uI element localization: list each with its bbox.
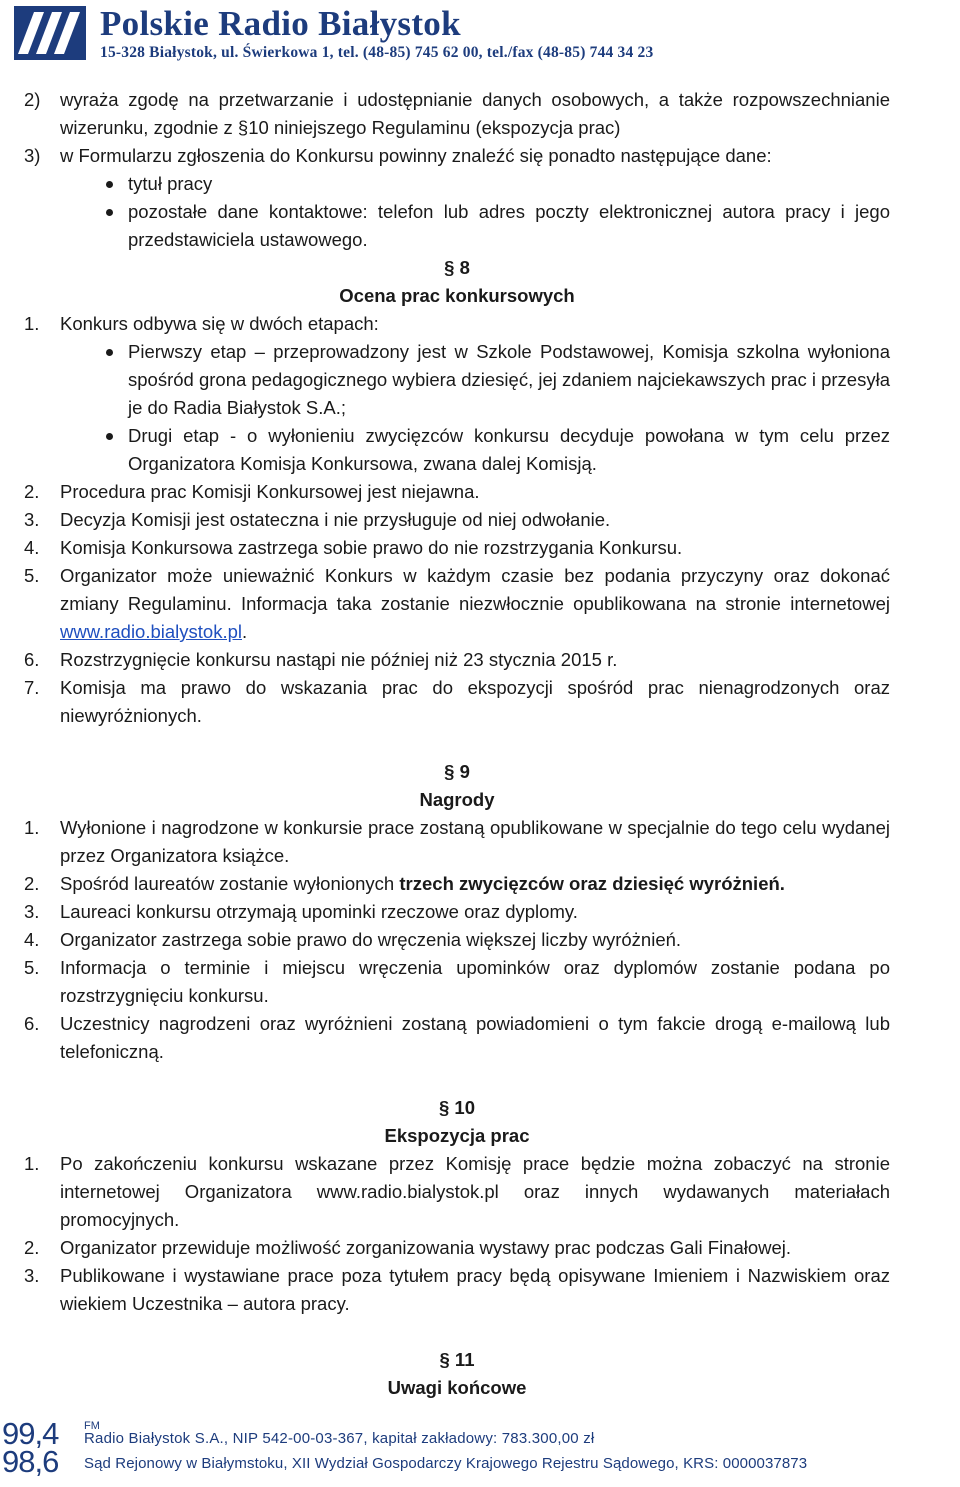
section-title: Uwagi końcowe bbox=[387, 1377, 527, 1398]
footer-company-line: Radio Białystok S.A., NIP 542-00-03-367, kapitał zakładowy: 783.300,00 zł bbox=[84, 1430, 595, 1447]
list-item bbox=[24, 534, 890, 562]
item-text: Konkurs odbywa się w dwóch etapach: bbox=[60, 313, 379, 334]
item-number: 3. bbox=[24, 901, 40, 922]
list-item bbox=[24, 478, 890, 506]
bullet-icon bbox=[106, 433, 113, 440]
item-text: wyraża zgodę na przetwarzanie i udostępnianie danych osobowych, a także rozpowszechnianie wizerunku, zgodnie z §10 niniejszego Regulaminu (ekspozycja prac) bbox=[60, 89, 890, 138]
bullet-text: tytuł pracy bbox=[128, 173, 213, 194]
list-item bbox=[24, 506, 890, 534]
item-text: Publikowane i wystawiane prace poza tytułem pracy będą opisywane Imieniem i Nazwiskiem oraz wiekiem Uczestnika – autora pracy. bbox=[60, 1265, 890, 1314]
item-text: Procedura prac Komisji Konkursowej jest niejawna. bbox=[60, 481, 480, 502]
frequency-primary: 99,4 bbox=[2, 1416, 59, 1451]
list-item bbox=[24, 1150, 890, 1234]
item-number: 5. bbox=[24, 565, 40, 586]
list-item bbox=[24, 926, 890, 954]
website-link[interactable]: www.radio.bialystok.pl bbox=[60, 621, 242, 642]
fm-label: FM bbox=[84, 1420, 100, 1432]
list-item bbox=[24, 814, 890, 870]
item-number: 3) bbox=[24, 145, 41, 166]
item-number: 1. bbox=[24, 313, 40, 334]
radio-logo-icon bbox=[14, 6, 86, 60]
item-number: 6. bbox=[24, 1013, 40, 1034]
section-title: Ekspozycja prac bbox=[384, 1125, 530, 1146]
bullet-item bbox=[24, 170, 890, 198]
item-text: Wyłonione i nagrodzone w konkursie prace zostaną opublikowane w specjalnie do tego celu wydanej przez Organizatora książce. bbox=[60, 817, 890, 866]
item-text: w Formularzu zgłoszenia do Konkursu powinny znaleźć się ponadto następujące dane: bbox=[60, 145, 772, 166]
item-text: Organizator może unieważnić Konkurs w każdym czasie bez podania przyczyny oraz dokonać zmiany Regulaminu. Informacja taka zostanie niezwłocznie opublikowana na stronie internetowej bbox=[60, 565, 890, 614]
list-item bbox=[24, 870, 890, 898]
section-number: § 8 bbox=[444, 257, 470, 278]
document-body bbox=[24, 86, 890, 1402]
list-item bbox=[24, 898, 890, 926]
item-text: Informacja o terminie i miejscu wręczenia upominków oraz dyplomów zostanie podana po rozstrzygnięciu konkursu. bbox=[60, 957, 890, 1006]
item-text: Komisja ma prawo do wskazania prac do ekspozycji spośród prac nienagrodzonych oraz niewyróżnionych. bbox=[60, 677, 890, 726]
item-end: . bbox=[242, 621, 248, 642]
item-text: Decyzja Komisji jest ostateczna i nie przysługuje od niej odwołanie. bbox=[60, 509, 611, 530]
item-text: Uczestnicy nagrodzeni oraz wyróżnieni zostaną powiadomieni o tym fakcie drogą e-mailową lub telefoniczną. bbox=[60, 1013, 890, 1062]
item-number: 2. bbox=[24, 873, 40, 894]
bullet-item bbox=[24, 338, 890, 422]
brand-name: Polskie Radio Białystok bbox=[100, 4, 461, 43]
item-number: 3. bbox=[24, 1265, 40, 1286]
list-item bbox=[24, 954, 890, 1010]
bullet-icon bbox=[106, 181, 113, 188]
list-item bbox=[24, 142, 890, 170]
list-item bbox=[24, 646, 890, 674]
bullet-icon bbox=[106, 349, 113, 356]
bullet-item bbox=[24, 422, 890, 478]
item-number: 4. bbox=[24, 929, 40, 950]
item-text: Spośród laureatów zostanie wyłonionych bbox=[60, 873, 395, 894]
frequency-block bbox=[0, 1418, 84, 1480]
item-number: 3. bbox=[24, 509, 40, 530]
item-text: Komisja Konkursowa zastrzega sobie prawo do nie rozstrzygania Konkursu. bbox=[60, 537, 683, 558]
item-bold-text: trzech zwycięzców oraz dziesięć wyróżnień. bbox=[399, 873, 785, 894]
bullet-text: Pierwszy etap – przeprowadzony jest w Szkole Podstawowej, Komisja szkolna wyłoniona spośród grona pedagogicznego wybiera dziesięć, jej zdaniem najciekawszych prac i przesyła je do Radia Białystok S.A.; bbox=[128, 341, 890, 418]
section-number: § 10 bbox=[438, 1097, 475, 1118]
list-item bbox=[24, 310, 890, 338]
item-number: 4. bbox=[24, 537, 40, 558]
page-footer bbox=[0, 1418, 960, 1487]
item-number: 2) bbox=[24, 89, 41, 110]
item-number: 1. bbox=[24, 817, 40, 838]
item-number: 7. bbox=[24, 677, 40, 698]
list-item bbox=[24, 674, 890, 730]
brand-address: 15-328 Białystok, ul. Świerkowa 1, tel. (48-85) 745 62 00, tel./fax (48-85) 744 34 23 bbox=[100, 44, 654, 61]
item-text: Organizator zastrzega sobie prawo do wręczenia większej liczby wyróżnień. bbox=[60, 929, 682, 950]
bullet-icon bbox=[106, 209, 113, 216]
section-title: Nagrody bbox=[419, 789, 495, 810]
frequency-secondary: 98,6 bbox=[2, 1444, 59, 1479]
letterhead bbox=[14, 4, 954, 62]
item-number: 1. bbox=[24, 1153, 40, 1174]
list-item bbox=[24, 562, 890, 646]
item-number: 2. bbox=[24, 481, 40, 502]
item-number: 2. bbox=[24, 1237, 40, 1258]
list-item bbox=[24, 1234, 890, 1262]
section-number: § 9 bbox=[444, 761, 470, 782]
bullet-item bbox=[24, 198, 890, 254]
bullet-text: Drugi etap - o wyłonieniu zwycięzców konkursu decyduje powołana w tym celu przez Organizatora Komisja Konkursowa, zwana dalej Komisją. bbox=[128, 425, 890, 474]
item-number: 5. bbox=[24, 957, 40, 978]
item-text: Laureaci konkursu otrzymają upominki rzeczowe oraz dyplomy. bbox=[60, 901, 578, 922]
section-title: Ocena prac konkursowych bbox=[339, 285, 575, 306]
section-number: § 11 bbox=[439, 1349, 475, 1370]
footer-court-line: Sąd Rejonowy w Białymstoku, XII Wydział Gospodarczy Krajowego Rejestru Sądowego, KRS: 0000037873 bbox=[84, 1455, 808, 1472]
bullet-text: pozostałe dane kontaktowe: telefon lub adres poczty elektronicznej autora pracy i jego przedstawiciela ustawowego. bbox=[128, 201, 890, 250]
item-text: Rozstrzygnięcie konkursu nastąpi nie później niż 23 stycznia 2015 r. bbox=[60, 649, 618, 670]
list-item bbox=[24, 1010, 890, 1066]
list-item bbox=[24, 86, 890, 142]
item-text: Organizator przewiduje możliwość zorganizowania wystawy prac podczas Gali Finałowej. bbox=[60, 1237, 792, 1258]
item-number: 6. bbox=[24, 649, 40, 670]
item-text: Po zakończeniu konkursu wskazane przez Komisję prace będzie można zobaczyć na stronie internetowej Organizatora www.radio.bialystok.pl oraz innych wydawanych materiałach promocyjnych. bbox=[60, 1153, 890, 1230]
list-item bbox=[24, 1262, 890, 1318]
